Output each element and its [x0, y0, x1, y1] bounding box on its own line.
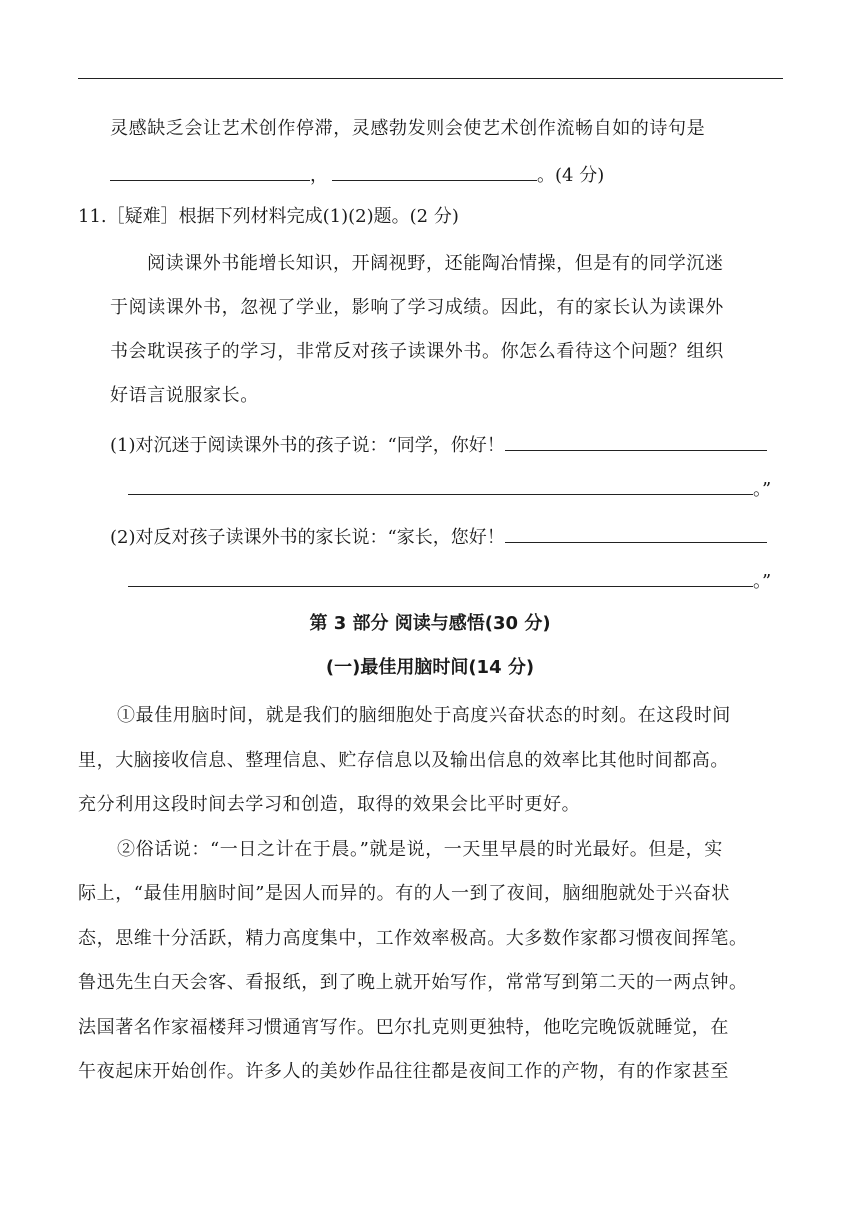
- close-quote: 。”: [753, 571, 772, 592]
- answer-blank[interactable]: [128, 474, 753, 495]
- passage-line: 际上，“最佳用脑时间”是因人而异的。有的人一到了夜间，脑细胞就处于兴奋状: [78, 883, 731, 904]
- close-quote: 。”: [753, 479, 772, 500]
- q10-line: 灵感缺乏会让艺术创作停滞，灵感勃发则会使艺术创作流畅自如的诗句是: [110, 118, 706, 139]
- passage-line: 充分利用这段时间去学习和创造，取得的效果会比平时更好。: [78, 794, 581, 815]
- top-rule: [78, 78, 783, 79]
- material-line: 好语言说服家长。: [110, 385, 259, 406]
- answer-blank[interactable]: [110, 160, 310, 181]
- answer-blank[interactable]: [332, 160, 537, 181]
- answer-blank[interactable]: [505, 430, 767, 451]
- sub-question-2-text: (2)对反对孩子读课外书的家长说：“家长，您好！: [110, 527, 505, 548]
- section-title: (一)最佳用脑时间(14 分): [325, 657, 535, 678]
- passage-line: 法国著名作家福楼拜习惯通宵写作。巴尔扎克则更独特，他吃完晚饭就睡觉，在: [78, 1017, 729, 1038]
- part-title: 第 3 部分 阅读与感悟(30 分): [309, 613, 551, 634]
- answer-row: [128, 566, 771, 595]
- answer-row: [128, 474, 771, 503]
- passage-line: 鲁迅先生白天会客、看报纸，到了晚上就开始写作，常常写到第二天的一两点钟。: [78, 972, 748, 993]
- separator: ，: [310, 165, 328, 186]
- sub-question-1-text: (1)对沉迷于阅读课外书的孩子说：“同学，你好！: [110, 435, 505, 456]
- material-line: 书会耽误孩子的学习，非常反对孩子读课外书。你怎么看待这个问题？组织: [110, 341, 724, 362]
- answer-blank[interactable]: [128, 566, 753, 587]
- passage-line: ①最佳用脑时间，就是我们的脑细胞处于高度兴奋状态的时刻。在这段时间: [117, 705, 731, 726]
- answer-blank[interactable]: [505, 522, 767, 543]
- passage-line: 里，大脑接收信息、整理信息、贮存信息以及输出信息的效率比其他时间都高。: [78, 750, 729, 771]
- score: 。(4 分): [537, 165, 605, 186]
- sub-question-2: [110, 522, 767, 551]
- sub-question-1: [110, 430, 767, 459]
- material-line: 于阅读课外书，忽视了学业，影响了学习成绩。因此，有的家长认为读课外: [110, 297, 724, 318]
- passage-line: ②俗话说：“一日之计在于晨。”就是说，一天里早晨的时光最好。但是，实: [117, 839, 723, 860]
- passage-line: 态，思维十分活跃，精力高度集中，工作效率极高。大多数作家都习惯夜间挥笔。: [78, 928, 748, 949]
- material-line: 阅读课外书能增长知识，开阔视野，还能陶冶情操，但是有的同学沉迷: [147, 253, 724, 274]
- q11-title: 11.［疑难］根据下列材料完成(1)(2)题。(2 分): [78, 206, 459, 227]
- q10-answer-row: [110, 160, 604, 189]
- passage-line: 午夜起床开始创作。许多人的美妙作品往往都是夜间工作的产物，有的作家甚至: [78, 1061, 729, 1082]
